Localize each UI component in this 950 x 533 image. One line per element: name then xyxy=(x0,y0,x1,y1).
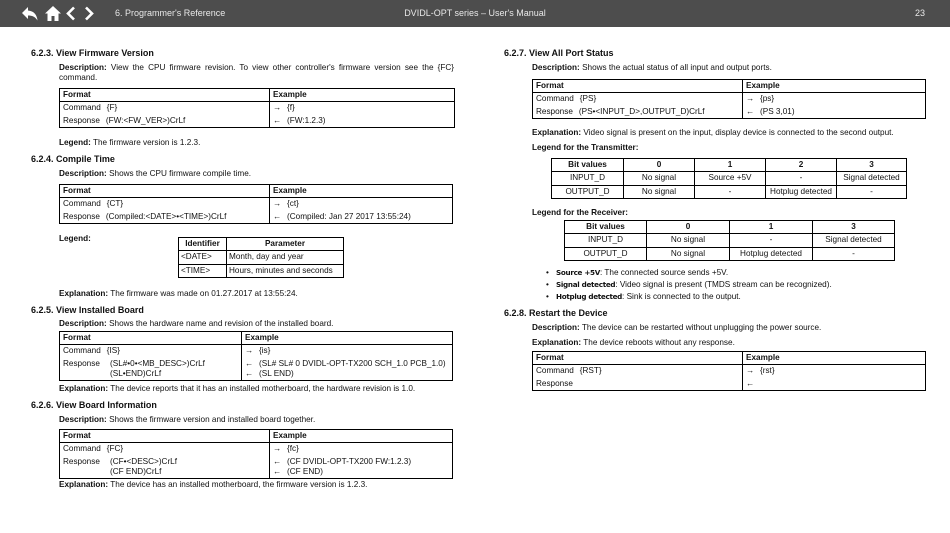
example-header: Example xyxy=(743,352,926,365)
response-value: (SL•END)CrLf xyxy=(110,369,162,378)
example-command-cell xyxy=(270,198,453,211)
bit-cell: OUTPUT_D xyxy=(565,247,647,260)
explanation-text: The firmware was made on 01.27.2017 at 13:55:24. xyxy=(110,289,298,298)
format-header: Format xyxy=(60,430,270,443)
arrow-in-icon: ← xyxy=(273,467,282,476)
example-response: (Compiled: Jan 27 2017 13:55:24) xyxy=(287,211,411,221)
legend-table-compile-time xyxy=(178,237,344,278)
response-value: (PS•<INPUT_D>,OUTPUT_D)CrLf xyxy=(578,106,705,116)
bit-header: 3 xyxy=(813,221,895,234)
example-response: (FW:1.2.3) xyxy=(287,115,326,125)
response-value: (FW:<FW_VER>)CrLf xyxy=(105,115,186,125)
response-cell xyxy=(60,358,242,381)
example-response-cell xyxy=(743,378,926,391)
command-cell xyxy=(60,198,270,211)
bit-cell: No signal xyxy=(624,185,695,198)
command-label: Command xyxy=(63,346,101,356)
example-response: (PS 3,01) xyxy=(760,106,795,116)
response-label: Response xyxy=(63,456,100,466)
legend-label-compile-time xyxy=(59,234,91,244)
command-value: {FC} xyxy=(106,444,124,454)
desc-label: Description: xyxy=(532,323,580,332)
legend-label: Legend for the Receiver: xyxy=(532,208,628,217)
bit-cell: Source +5V xyxy=(695,172,766,185)
bit-cell: Hotplug detected xyxy=(766,185,837,198)
arrow-in-icon: ← xyxy=(273,456,282,466)
transmitter-bit-table xyxy=(551,158,907,199)
example-response-cell xyxy=(270,456,453,479)
arrow-out-icon: → xyxy=(273,103,282,113)
bit-header: Bit values xyxy=(565,221,647,234)
explanation-label: Explanation: xyxy=(59,289,109,298)
heading-installed-board: 6.2.5. View Installed Board xyxy=(31,305,144,315)
legend-text: The firmware version is 1.2.3. xyxy=(92,138,201,147)
desc-compile-time xyxy=(59,169,251,179)
example-header: Example xyxy=(270,185,453,198)
format-header: Format xyxy=(533,80,743,93)
example-header: Example xyxy=(743,80,926,93)
bit-cell: No signal xyxy=(624,172,695,185)
bit-cell: Signal detected xyxy=(837,172,907,185)
example-command-cell xyxy=(270,102,455,115)
format-header: Format xyxy=(60,185,270,198)
desc-text: Shows the actual status of all input and output ports. xyxy=(582,63,772,72)
format-header: Format xyxy=(60,89,270,102)
bit-cell: - xyxy=(837,185,907,198)
format-table-installed-board xyxy=(59,331,453,381)
legend-identifier: <TIME> xyxy=(179,264,227,277)
example-response-cell xyxy=(743,106,926,119)
explanation-board-information xyxy=(59,480,367,490)
explanation-text: The device reports that it has an installed motherboard, the hardware revision is 1.0. xyxy=(110,384,416,393)
bit-cell: No signal xyxy=(647,234,730,247)
top-bar xyxy=(0,0,950,27)
bit-cell: - xyxy=(695,185,766,198)
desc-text: The device can be restarted without unplugging the power source. xyxy=(581,323,822,332)
desc-label: Description: xyxy=(59,415,107,424)
bit-cell: INPUT_D xyxy=(565,234,647,247)
desc-label: Description: xyxy=(59,169,107,178)
desc-label: Description: xyxy=(532,63,580,72)
explanation-label: Explanation: xyxy=(532,338,582,347)
arrow-out-icon: → xyxy=(245,346,254,356)
command-value: {RST} xyxy=(579,366,602,376)
legend-firmware-version xyxy=(59,138,200,148)
desc-label: Description: xyxy=(59,319,107,328)
command-value: {CT} xyxy=(106,199,124,209)
bit-cell: Hotplug detected xyxy=(730,247,813,260)
arrow-in-icon: ← xyxy=(746,106,755,116)
response-cell xyxy=(533,106,743,119)
bit-header: 1 xyxy=(695,159,766,172)
heading-compile-time: 6.2.4. Compile Time xyxy=(31,154,115,164)
list-item xyxy=(546,268,832,280)
heading-board-information: 6.2.6. View Board Information xyxy=(31,400,157,410)
command-label: Command xyxy=(536,94,574,104)
previous-page-icon[interactable] xyxy=(64,4,78,23)
section-title: 6. Programmer's Reference xyxy=(115,8,226,18)
example-command: {fc} xyxy=(287,444,299,454)
response-cell xyxy=(60,115,270,128)
list-item xyxy=(546,280,832,292)
response-cell xyxy=(533,378,743,391)
bit-header: 0 xyxy=(647,221,730,234)
example-response-cell xyxy=(270,211,453,224)
example-header: Example xyxy=(270,89,455,102)
command-value: {F} xyxy=(106,103,118,113)
legend-label: Legend: xyxy=(59,138,91,147)
format-table-port-status xyxy=(532,79,926,119)
command-label: Command xyxy=(63,444,101,454)
bit-header: Bit values xyxy=(552,159,624,172)
back-return-icon[interactable] xyxy=(20,4,40,23)
response-label: Response xyxy=(63,358,100,368)
response-cell xyxy=(60,456,270,479)
bullet-term: Signal detected xyxy=(556,279,616,289)
command-cell xyxy=(533,365,743,378)
heading-restart-device: 6.2.8. Restart the Device xyxy=(504,308,608,318)
explanation-text: The device has an installed motherboard, the firmware version is 1.2.3. xyxy=(110,480,368,489)
response-value: (SL#•0•<MB_DESC>)CrLf xyxy=(110,358,205,368)
command-cell xyxy=(60,443,270,456)
bit-cell: OUTPUT_D xyxy=(552,185,624,198)
command-value: {PS} xyxy=(579,94,597,104)
status-legend-list xyxy=(546,268,832,303)
example-response-cell xyxy=(242,358,453,381)
desc-restart-device xyxy=(532,323,821,333)
command-label: Command xyxy=(63,103,101,113)
next-page-icon[interactable] xyxy=(82,4,96,23)
example-command-cell xyxy=(242,345,453,358)
example-command-cell xyxy=(743,93,926,106)
document-title: DVIDL-OPT series – User's Manual xyxy=(404,8,546,18)
legend-label: Legend: xyxy=(59,234,91,243)
command-value: {IS} xyxy=(106,346,120,356)
bit-header: 0 xyxy=(624,159,695,172)
legend-parameter: Month, day and year xyxy=(227,251,344,264)
receiver-bit-table xyxy=(564,220,895,261)
bit-header: 2 xyxy=(766,159,837,172)
bit-cell: No signal xyxy=(647,247,730,260)
page-number: 23 xyxy=(914,8,925,18)
example-command: {is} xyxy=(259,346,271,356)
list-item xyxy=(546,292,832,304)
format-header: Format xyxy=(60,332,242,345)
explanation-text: Video signal is present on the input, display device is connected to the second output. xyxy=(583,128,894,137)
response-label: Response xyxy=(536,106,573,116)
response-value: (Compiled:<DATE>•<TIME>)CrLf xyxy=(105,211,227,221)
example-header: Example xyxy=(242,332,453,345)
desc-installed-board xyxy=(59,319,333,329)
bit-cell: - xyxy=(766,172,837,185)
explanation-compile-time xyxy=(59,289,298,299)
explanation-port-status xyxy=(532,128,894,138)
example-command-cell xyxy=(743,365,926,378)
desc-label: Description: xyxy=(59,63,107,72)
bit-cell: - xyxy=(813,247,895,260)
bit-header: 1 xyxy=(730,221,813,234)
heading-port-status: 6.2.7. View All Port Status xyxy=(504,48,614,58)
bit-cell: INPUT_D xyxy=(552,172,624,185)
example-response: (CF DVIDL-OPT-TX200 FW:1.2.3) xyxy=(287,456,412,466)
example-command: {ct} xyxy=(287,199,299,209)
example-response: (SL# SL# 0 DVIDL-OPT-TX200 SCH_1.0 PCB_1.0) xyxy=(259,358,446,368)
desc-text: Shows the firmware version and installed board together. xyxy=(109,415,316,424)
legend-header-identifier: Identifier xyxy=(179,238,227,251)
arrow-out-icon: → xyxy=(273,444,282,454)
example-response: (SL END) xyxy=(259,369,294,378)
command-label: Command xyxy=(536,366,574,376)
example-command-cell xyxy=(270,443,453,456)
desc-text: View the CPU firmware revision. To view other controller's firmware version see the {FC} command. xyxy=(59,63,454,83)
command-label: Command xyxy=(63,199,101,209)
desc-firmware-version xyxy=(59,63,454,84)
arrow-out-icon: → xyxy=(746,94,755,104)
example-response-cell xyxy=(270,115,455,128)
response-label: Response xyxy=(536,378,573,388)
heading-firmware-version: 6.2.3. View Firmware Version xyxy=(31,48,154,58)
bullet-text: : Sink is connected to the output. xyxy=(622,291,741,301)
bullet-term: Source +5V xyxy=(556,268,600,277)
response-label: Response xyxy=(63,115,100,125)
home-icon[interactable] xyxy=(43,4,63,23)
arrow-out-icon: → xyxy=(273,199,282,209)
desc-port-status xyxy=(532,63,772,73)
arrow-out-icon: → xyxy=(746,366,755,376)
legend-identifier: <DATE> xyxy=(179,251,227,264)
explanation-label: Explanation: xyxy=(59,384,109,393)
desc-text: Shows the hardware name and revision of the installed board. xyxy=(109,319,334,328)
response-value: (CF•<DESC>)CrLf xyxy=(110,456,178,466)
format-table-restart-device xyxy=(532,351,926,391)
response-cell xyxy=(60,211,270,224)
desc-board-information xyxy=(59,415,315,425)
desc-text: Shows the CPU firmware compile time. xyxy=(109,169,252,178)
example-command: {f} xyxy=(287,103,295,113)
bullet-text: : The connected source sends +5V. xyxy=(600,268,729,277)
format-table-firmware-version xyxy=(59,88,455,128)
legend-header-parameter: Parameter xyxy=(227,238,344,251)
example-response: (CF END) xyxy=(287,467,323,476)
explanation-label: Explanation: xyxy=(532,128,582,137)
bullet-term: Hotplug detected xyxy=(556,291,623,301)
bullet-text: : Video signal is present (TMDS stream can be recognized). xyxy=(615,279,832,289)
bit-cell: - xyxy=(730,234,813,247)
example-command: {ps} xyxy=(760,94,775,104)
arrow-in-icon: ← xyxy=(273,211,282,221)
command-cell xyxy=(533,93,743,106)
format-table-board-information xyxy=(59,429,453,479)
bit-header: 3 xyxy=(837,159,907,172)
explanation-label: Explanation: xyxy=(59,480,109,489)
legend-transmitter-label xyxy=(532,143,638,153)
explanation-restart-device xyxy=(532,338,735,348)
arrow-in-icon: ← xyxy=(746,378,755,388)
explanation-installed-board xyxy=(59,384,415,394)
explanation-text: The device reboots without any response. xyxy=(583,338,735,347)
command-cell xyxy=(60,102,270,115)
example-command: {rst} xyxy=(760,366,775,376)
arrow-in-icon: ← xyxy=(245,358,254,368)
command-cell xyxy=(60,345,242,358)
arrow-in-icon: ← xyxy=(245,369,254,378)
example-header: Example xyxy=(270,430,453,443)
format-table-compile-time xyxy=(59,184,453,224)
arrow-in-icon: ← xyxy=(273,115,282,125)
legend-receiver-label xyxy=(532,208,628,218)
legend-parameter: Hours, minutes and seconds xyxy=(227,264,344,277)
legend-label: Legend for the Transmitter: xyxy=(532,143,639,152)
response-label: Response xyxy=(63,211,100,221)
bit-cell: Signal detected xyxy=(813,234,895,247)
format-header: Format xyxy=(533,352,743,365)
response-value: (CF END)CrLf xyxy=(110,467,162,476)
